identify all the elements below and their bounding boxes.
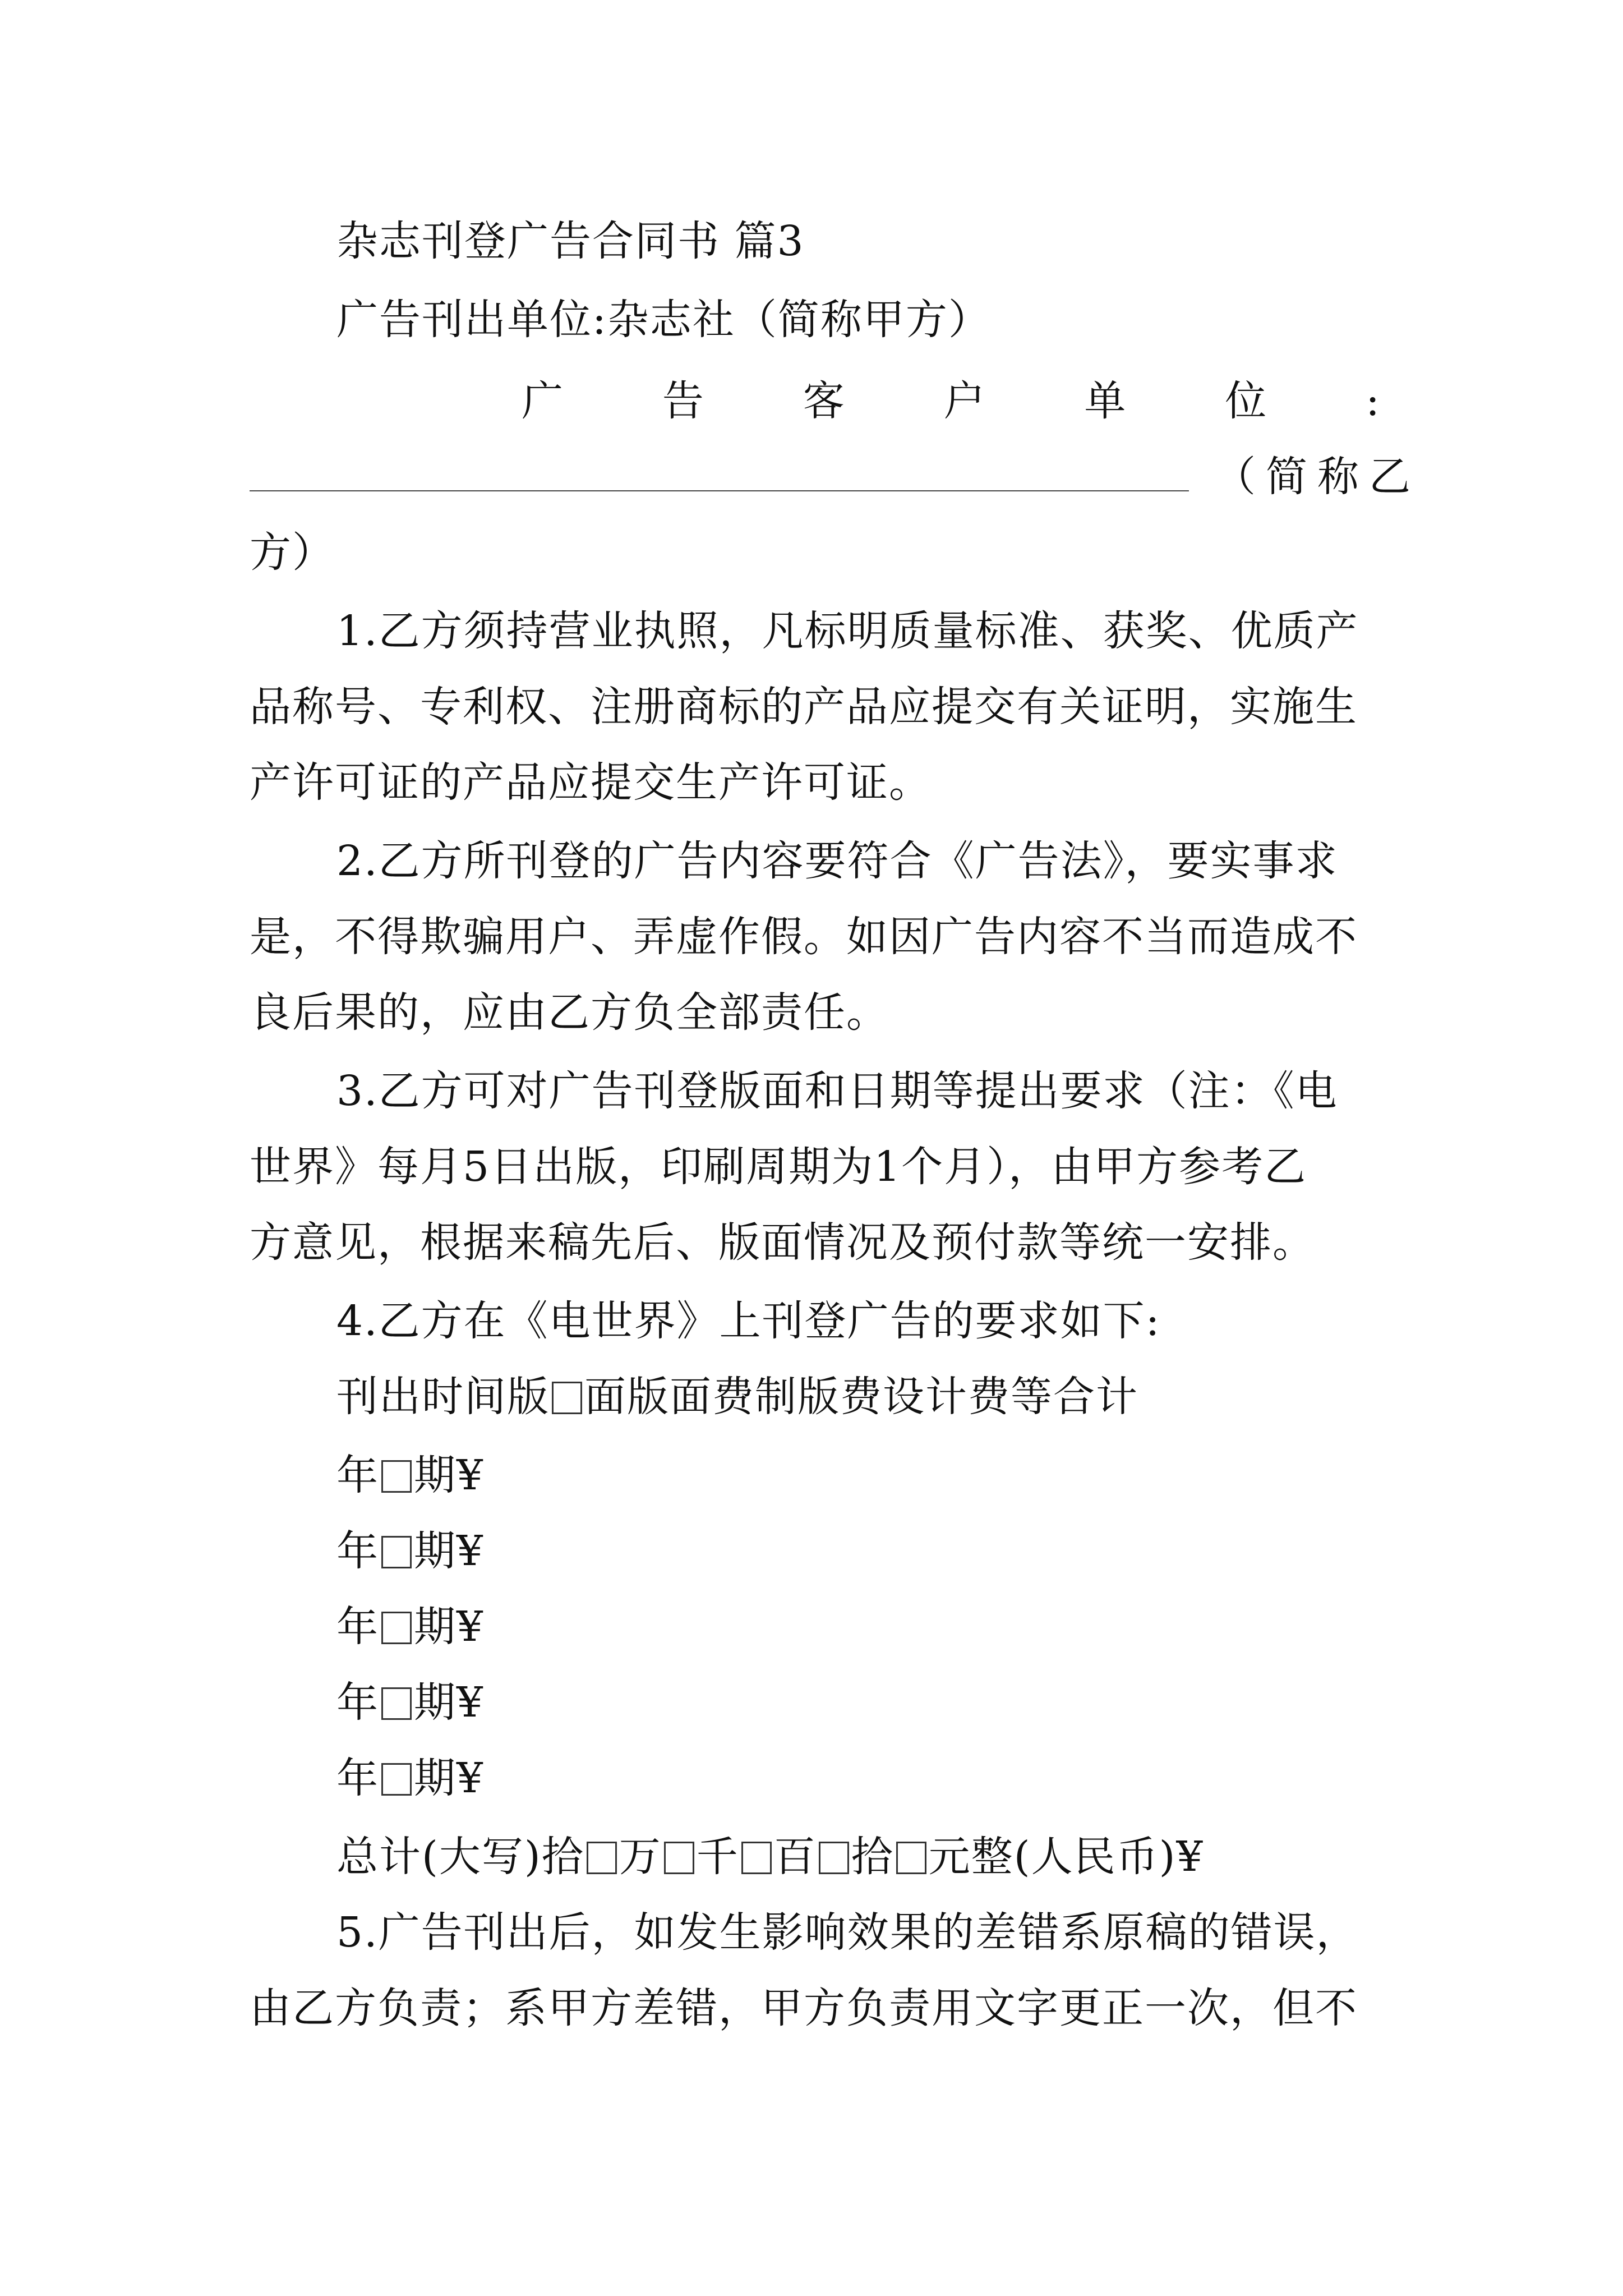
blank-box [587,1842,617,1874]
client-label [522,373,1380,429]
row-issue: 期¥ [414,1527,485,1575]
table-header [336,1369,1138,1425]
table-row [336,1750,484,1806]
row-issue: 期¥ [414,1451,485,1499]
table-row [336,1523,484,1579]
table-row [336,1447,484,1503]
client-label-char: 告 [662,377,704,425]
row-year: 年 [336,1527,379,1575]
clause-3-line-2: 世界》每月5日出版，印刷周期为1个月），由甲方参考乙 [250,1143,1307,1191]
client-suffix: （简称乙 [1214,453,1421,501]
row-issue: 期¥ [414,1603,485,1651]
table-header-start: 刊出时间版 [336,1373,550,1421]
blank-box [381,1460,412,1493]
row-year: 年 [336,1678,379,1727]
client-label-char: 广 [522,377,563,425]
clause-1-line-1: 1.乙方须持营业执照，凡标明质量标准、获奖、优质产 [336,607,1359,655]
blank-box [741,1842,772,1874]
clause-4: 4.乙方在《电世界》上刊登广告的要求如下: [336,1297,1161,1345]
publisher-line: 广告刊出单位:杂志社（简称甲方） [336,296,991,344]
client-suffix-end: 方） [250,528,335,577]
client-label-char: 单 [1084,377,1126,425]
clause-2-line-1: 2.乙方所刊登的广告内容要符合《广告法》，要实事求 [336,837,1338,885]
total-bai: 百 [773,1833,817,1881]
table-header-end: 面版面费制版费设计费等合计 [584,1373,1138,1421]
clause-3-line-1: 3.乙方可对广告刊登版面和日期等提出要求（注：《电 [336,1067,1338,1115]
row-issue: 期¥ [414,1754,485,1802]
client-label-char: 位 [1225,377,1267,425]
table-row [336,1674,484,1731]
blank-box [381,1687,412,1720]
clause-3-line-3: 方意见，根据来稿先后、版面情况及预付款等统一安排。 [250,1218,1315,1267]
row-year: 年 [336,1451,379,1499]
clause-1-line-2: 品称号、专利权、注册商标的产品应提交有关证明，实施生 [250,683,1358,731]
total-suffix: 元整(人民币)¥ [928,1833,1204,1881]
blank-box [819,1842,849,1874]
clause-5-line-1: 5.广告刊出后，如发生影响效果的差错系原稿的错误， [336,1908,1359,1957]
row-year: 年 [336,1754,379,1802]
client-name-blank [250,490,1189,491]
blank-box [664,1842,694,1874]
clause-5-line-2: 由乙方负责；系甲方差错，甲方负责用文字更正一次，但不 [250,1984,1358,2032]
document-title: 杂志刊登广告合同书 篇3 [336,217,805,265]
row-issue: 期¥ [414,1678,485,1727]
total-qian: 千 [696,1833,739,1881]
blank-box [381,1536,412,1568]
client-label-char: 户 [943,377,985,425]
clause-1-line-3: 产许可证的产品应提交生产许可证。 [250,758,932,807]
blank-box [552,1382,582,1414]
total-amount [336,1829,1204,1885]
blank-box [381,1763,412,1796]
client-label-char: 客 [803,377,845,425]
total-prefix: 总计(大写)拾 [336,1833,584,1881]
total-shi: 拾 [851,1833,894,1881]
clause-2-line-2: 是，不得欺骗用户、弄虚作假。如因广告内容不当而造成不 [250,913,1358,961]
table-row [336,1599,484,1655]
blank-box [896,1842,926,1874]
clause-2-line-3: 良后果的，应由乙方负全部责任。 [250,988,889,1037]
row-year: 年 [336,1603,379,1651]
blank-box [381,1612,412,1644]
client-label-char: : [1366,377,1380,425]
total-wan: 万 [619,1833,662,1881]
